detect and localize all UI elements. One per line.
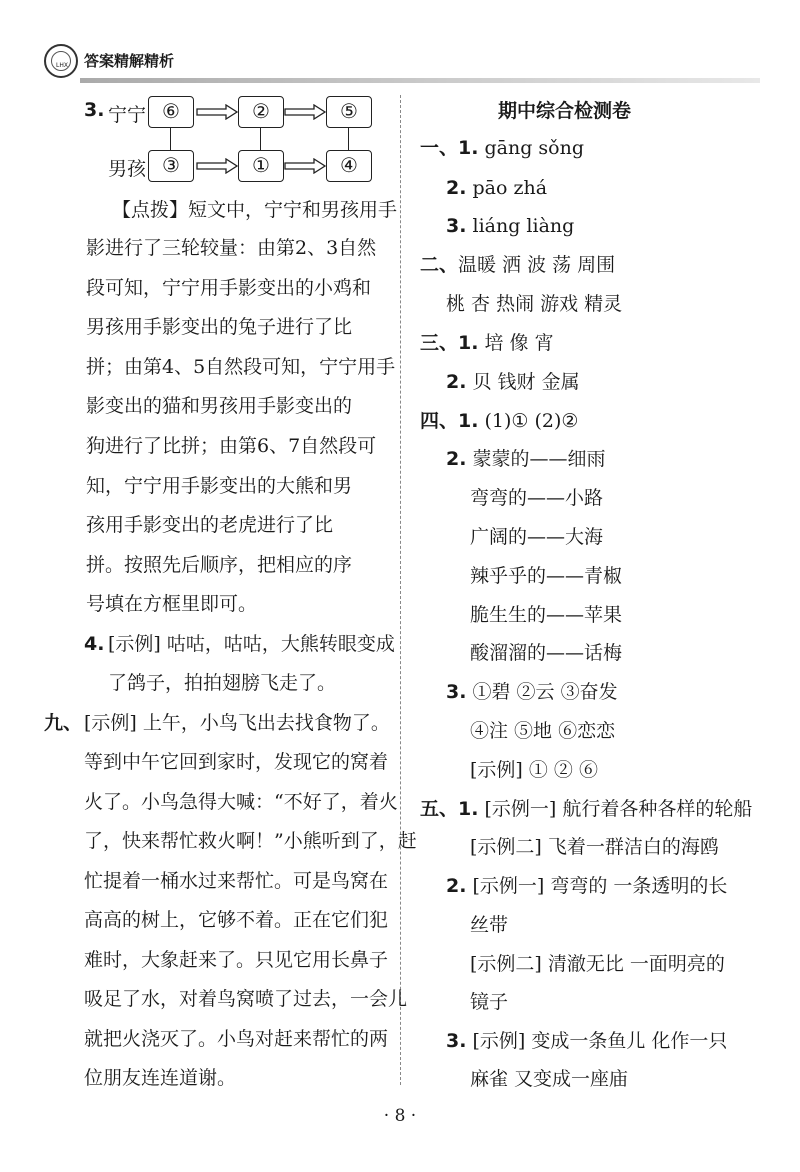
- item-text: 培 像 宵: [478, 332, 554, 354]
- answer-line: [470, 952, 725, 976]
- item-text: 酸溜溜的——话梅: [470, 642, 623, 664]
- answer-line: [470, 835, 719, 859]
- arrow-right-icon: [196, 104, 238, 120]
- column-divider: [400, 95, 401, 1085]
- connector-line: [348, 128, 349, 150]
- text-line: 孩用手影变出的老虎进行了比: [86, 514, 334, 536]
- item-text: 弯弯的——小路: [470, 487, 604, 509]
- logo-text: LHX: [56, 62, 68, 69]
- item-number: 四、1.: [420, 410, 479, 432]
- answer-line: [446, 292, 622, 316]
- text-line: 就把火浇灭了。小鸟对赶来帮忙的两: [84, 1028, 389, 1050]
- item-text: 贝 钱财 金属: [466, 371, 580, 393]
- answer-line: [470, 913, 508, 937]
- item-text: [示例二] 飞着一群洁白的海鸥: [470, 836, 719, 858]
- answer-line: [420, 253, 615, 277]
- answer-line: [446, 214, 574, 238]
- q9-number: 九、: [44, 712, 83, 734]
- diagram-box: ③: [148, 150, 194, 182]
- item-text: ①碧 ②云 ③奋发: [466, 681, 618, 703]
- diagram-box: ④: [326, 150, 372, 182]
- answer-line: [470, 758, 598, 782]
- text-line: 了鸽子，拍拍翅膀飞走了。: [108, 672, 337, 694]
- text-line: 了，快来帮忙救火啊！”小熊听到了，赶: [84, 830, 417, 852]
- item-text: 温暖 洒 波 荡 周围: [458, 254, 616, 276]
- answer-line: [470, 564, 622, 588]
- answer-line: [420, 797, 752, 821]
- q4-number: 4.: [84, 633, 105, 655]
- page-header: [40, 40, 760, 84]
- diagram-box: ⑥: [148, 96, 194, 128]
- item-text: [示例二] 清澈无比 一面明亮的: [470, 953, 725, 975]
- text-line: 影进行了三轮较量：由第2、3自然: [86, 237, 377, 259]
- arrow-right-icon: [196, 158, 238, 174]
- arrow-right-icon: [284, 104, 326, 120]
- diagram-box: ①: [238, 150, 284, 182]
- item-number: 3.: [446, 1030, 467, 1052]
- text-line: 影变出的猫和男孩用手影变出的: [86, 395, 353, 417]
- diagram-box: ②: [238, 96, 284, 128]
- item-number: 2.: [446, 448, 467, 470]
- text-line: 狗进行了比拼；由第6、7自然段可: [86, 435, 377, 457]
- answer-line: [446, 1029, 727, 1053]
- text-line: [示例] 上午，小鸟飞出去找食物了。: [84, 712, 390, 734]
- item-text: 镜子: [470, 991, 509, 1013]
- text-line: 位朋友连连道谢。: [84, 1067, 237, 1089]
- item-text: (1)① (2)②: [478, 410, 579, 432]
- text-line: 高高的树上，它够不着。正在它们犯: [84, 909, 389, 931]
- connector-line: [170, 128, 171, 150]
- item-number: 2.: [446, 371, 467, 393]
- item-text: 辣乎乎的——青椒: [470, 565, 623, 587]
- page-number: · 8 ·: [383, 1106, 417, 1126]
- text-line: 知，宁宁用手影变出的大熊和男: [86, 475, 353, 497]
- item-text: 广阔的——大海: [470, 526, 604, 548]
- item-text: [示例] ① ② ⑥: [470, 759, 598, 781]
- item-text: ④注 ⑤地 ⑥恋恋: [470, 720, 616, 742]
- answer-line: [446, 176, 547, 200]
- text-line: 号填在方框里即可。: [86, 593, 258, 615]
- item-number: 五、1.: [420, 798, 479, 820]
- answer-line: [470, 525, 603, 549]
- text-line: 段可知，宁宁用手影变出的小鸡和: [86, 277, 372, 299]
- q3-number: 3.: [84, 99, 105, 121]
- item-text: 蒙蒙的——细雨: [466, 448, 606, 470]
- answer-line: [470, 486, 603, 510]
- text-line: 吸足了水，对着鸟窝喷了过去，一会儿: [84, 988, 408, 1010]
- item-number: 3.: [446, 681, 467, 703]
- diagram-box: ⑤: [326, 96, 372, 128]
- text-line: 等到中午它回到家时，发现它的窝着: [84, 751, 389, 773]
- item-text: [示例] 变成一条鱼儿 化作一只: [466, 1030, 728, 1052]
- item-text: 脆生生的——苹果: [470, 604, 623, 626]
- item-number: 2.: [446, 875, 467, 897]
- text-line: 忙提着一桶水过来帮忙。可是鸟窝在: [84, 870, 389, 892]
- row1-label: 宁宁: [108, 104, 147, 126]
- connector-line: [260, 128, 261, 150]
- text-line: 男孩用手影变出的兔子进行了比: [86, 316, 353, 338]
- item-text: liáng liàng: [466, 215, 575, 237]
- section-title: 期中综合检测卷: [498, 100, 632, 122]
- item-number: 3.: [446, 215, 467, 237]
- item-number: 二、: [420, 254, 459, 276]
- item-text: [示例一] 航行着各种各样的轮船: [478, 798, 753, 820]
- item-text: 麻雀 又变成一座庙: [470, 1068, 629, 1090]
- answer-line: [470, 990, 508, 1014]
- answer-line: [446, 680, 618, 704]
- text-line: 拼；由第4、5自然段可知，宁宁用手: [86, 356, 396, 378]
- answer-line: [446, 447, 606, 471]
- item-text: pāo zhá: [466, 177, 548, 199]
- item-text: gāng sǒng: [478, 137, 585, 159]
- arrow-right-icon: [284, 158, 326, 174]
- text-line: 难时，大象赶来了。只见它用长鼻子: [84, 949, 389, 971]
- answer-line: [420, 409, 578, 433]
- text-line: [示例] 咕咕，咕咕，大熊转眼变成: [108, 633, 395, 655]
- answer-line: [470, 641, 622, 665]
- answer-line: [470, 1067, 628, 1091]
- logo-ring: [51, 51, 71, 71]
- row2-label: 男孩: [108, 158, 147, 180]
- item-text: 丝带: [470, 914, 509, 936]
- answer-line: [446, 874, 727, 898]
- header-bar: [80, 78, 760, 83]
- answer-line: [420, 331, 554, 355]
- header-title: 答案精解精析: [84, 52, 175, 70]
- text-line: 【点拨】短文中，宁宁和男孩用手: [112, 199, 398, 221]
- text-line: 火了。小鸟急得大喊：“不好了，着火: [84, 791, 398, 813]
- answer-line: [420, 136, 584, 160]
- answer-line: [446, 370, 580, 394]
- item-number: 三、1.: [420, 332, 479, 354]
- answer-line: [470, 603, 622, 627]
- item-text: [示例一] 弯弯的 一条透明的长: [466, 875, 728, 897]
- text-line: 拼。按照先后顺序，把相应的序: [86, 554, 353, 576]
- item-number: 2.: [446, 177, 467, 199]
- item-number: 一、1.: [420, 137, 479, 159]
- publisher-logo: [44, 44, 78, 78]
- answer-line: [470, 719, 615, 743]
- item-text: 桃 杏 热闹 游戏 精灵: [446, 293, 623, 315]
